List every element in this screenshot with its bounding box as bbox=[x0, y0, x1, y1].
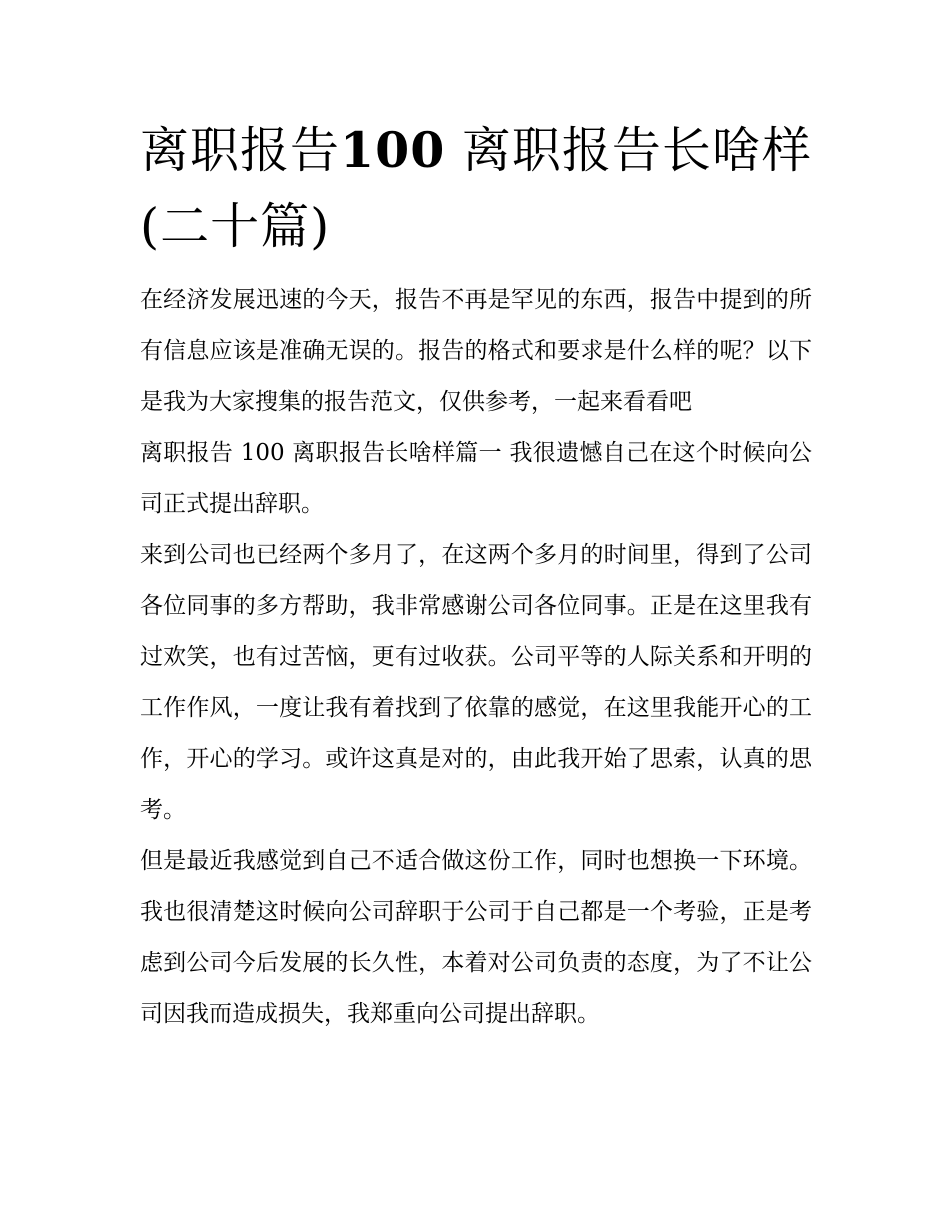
title-text-a: 离职报告 bbox=[140, 122, 341, 179]
body-paragraph: 但是最近我感觉到自己不适合做这份工作，同时也想换一下环境。我也很清楚这时候向公司辞职于公司于自己都是一个考验，正是考虑到公司今后发展的长久性，本着对公司负责的态度，为了不让公司因我而造成损失，我郑重向公司提出辞职。 bbox=[140, 848, 812, 1027]
intro-paragraph: 在经济发展迅速的今天，报告不再是罕见的东西，报告中提到的所有信息应该是准确无误的。报告的格式和要求是什么样的呢？以下是我为大家搜集的报告范文，仅供参考，一起来看看吧 bbox=[140, 287, 812, 415]
section-heading-paragraph: 离职报告 100 离职报告长啥样篇一 我很遗憾自己在这个时候向公司正式提出辞职。 bbox=[140, 440, 812, 517]
title-subtitle: (二十篇) bbox=[140, 198, 331, 255]
document-title bbox=[140, 112, 812, 265]
title-text-b: 离职报告长啥样 bbox=[445, 122, 812, 179]
title-number: 100 bbox=[340, 121, 446, 179]
body-paragraph: 来到公司也已经两个多月了，在这两个多月的时间里，得到了公司各位同事的多方帮助，我非常感谢公司各位同事。正是在这里我有过欢笑，也有过苦恼，更有过收获。公司平等的人际关系和开明的工作作风，一度让我有着找到了依靠的感觉，在这里我能开心的工作，开心的学习。或许这真是对的，由此我开始了思索，认真的思考。 bbox=[140, 542, 812, 823]
document-body bbox=[140, 112, 812, 1040]
